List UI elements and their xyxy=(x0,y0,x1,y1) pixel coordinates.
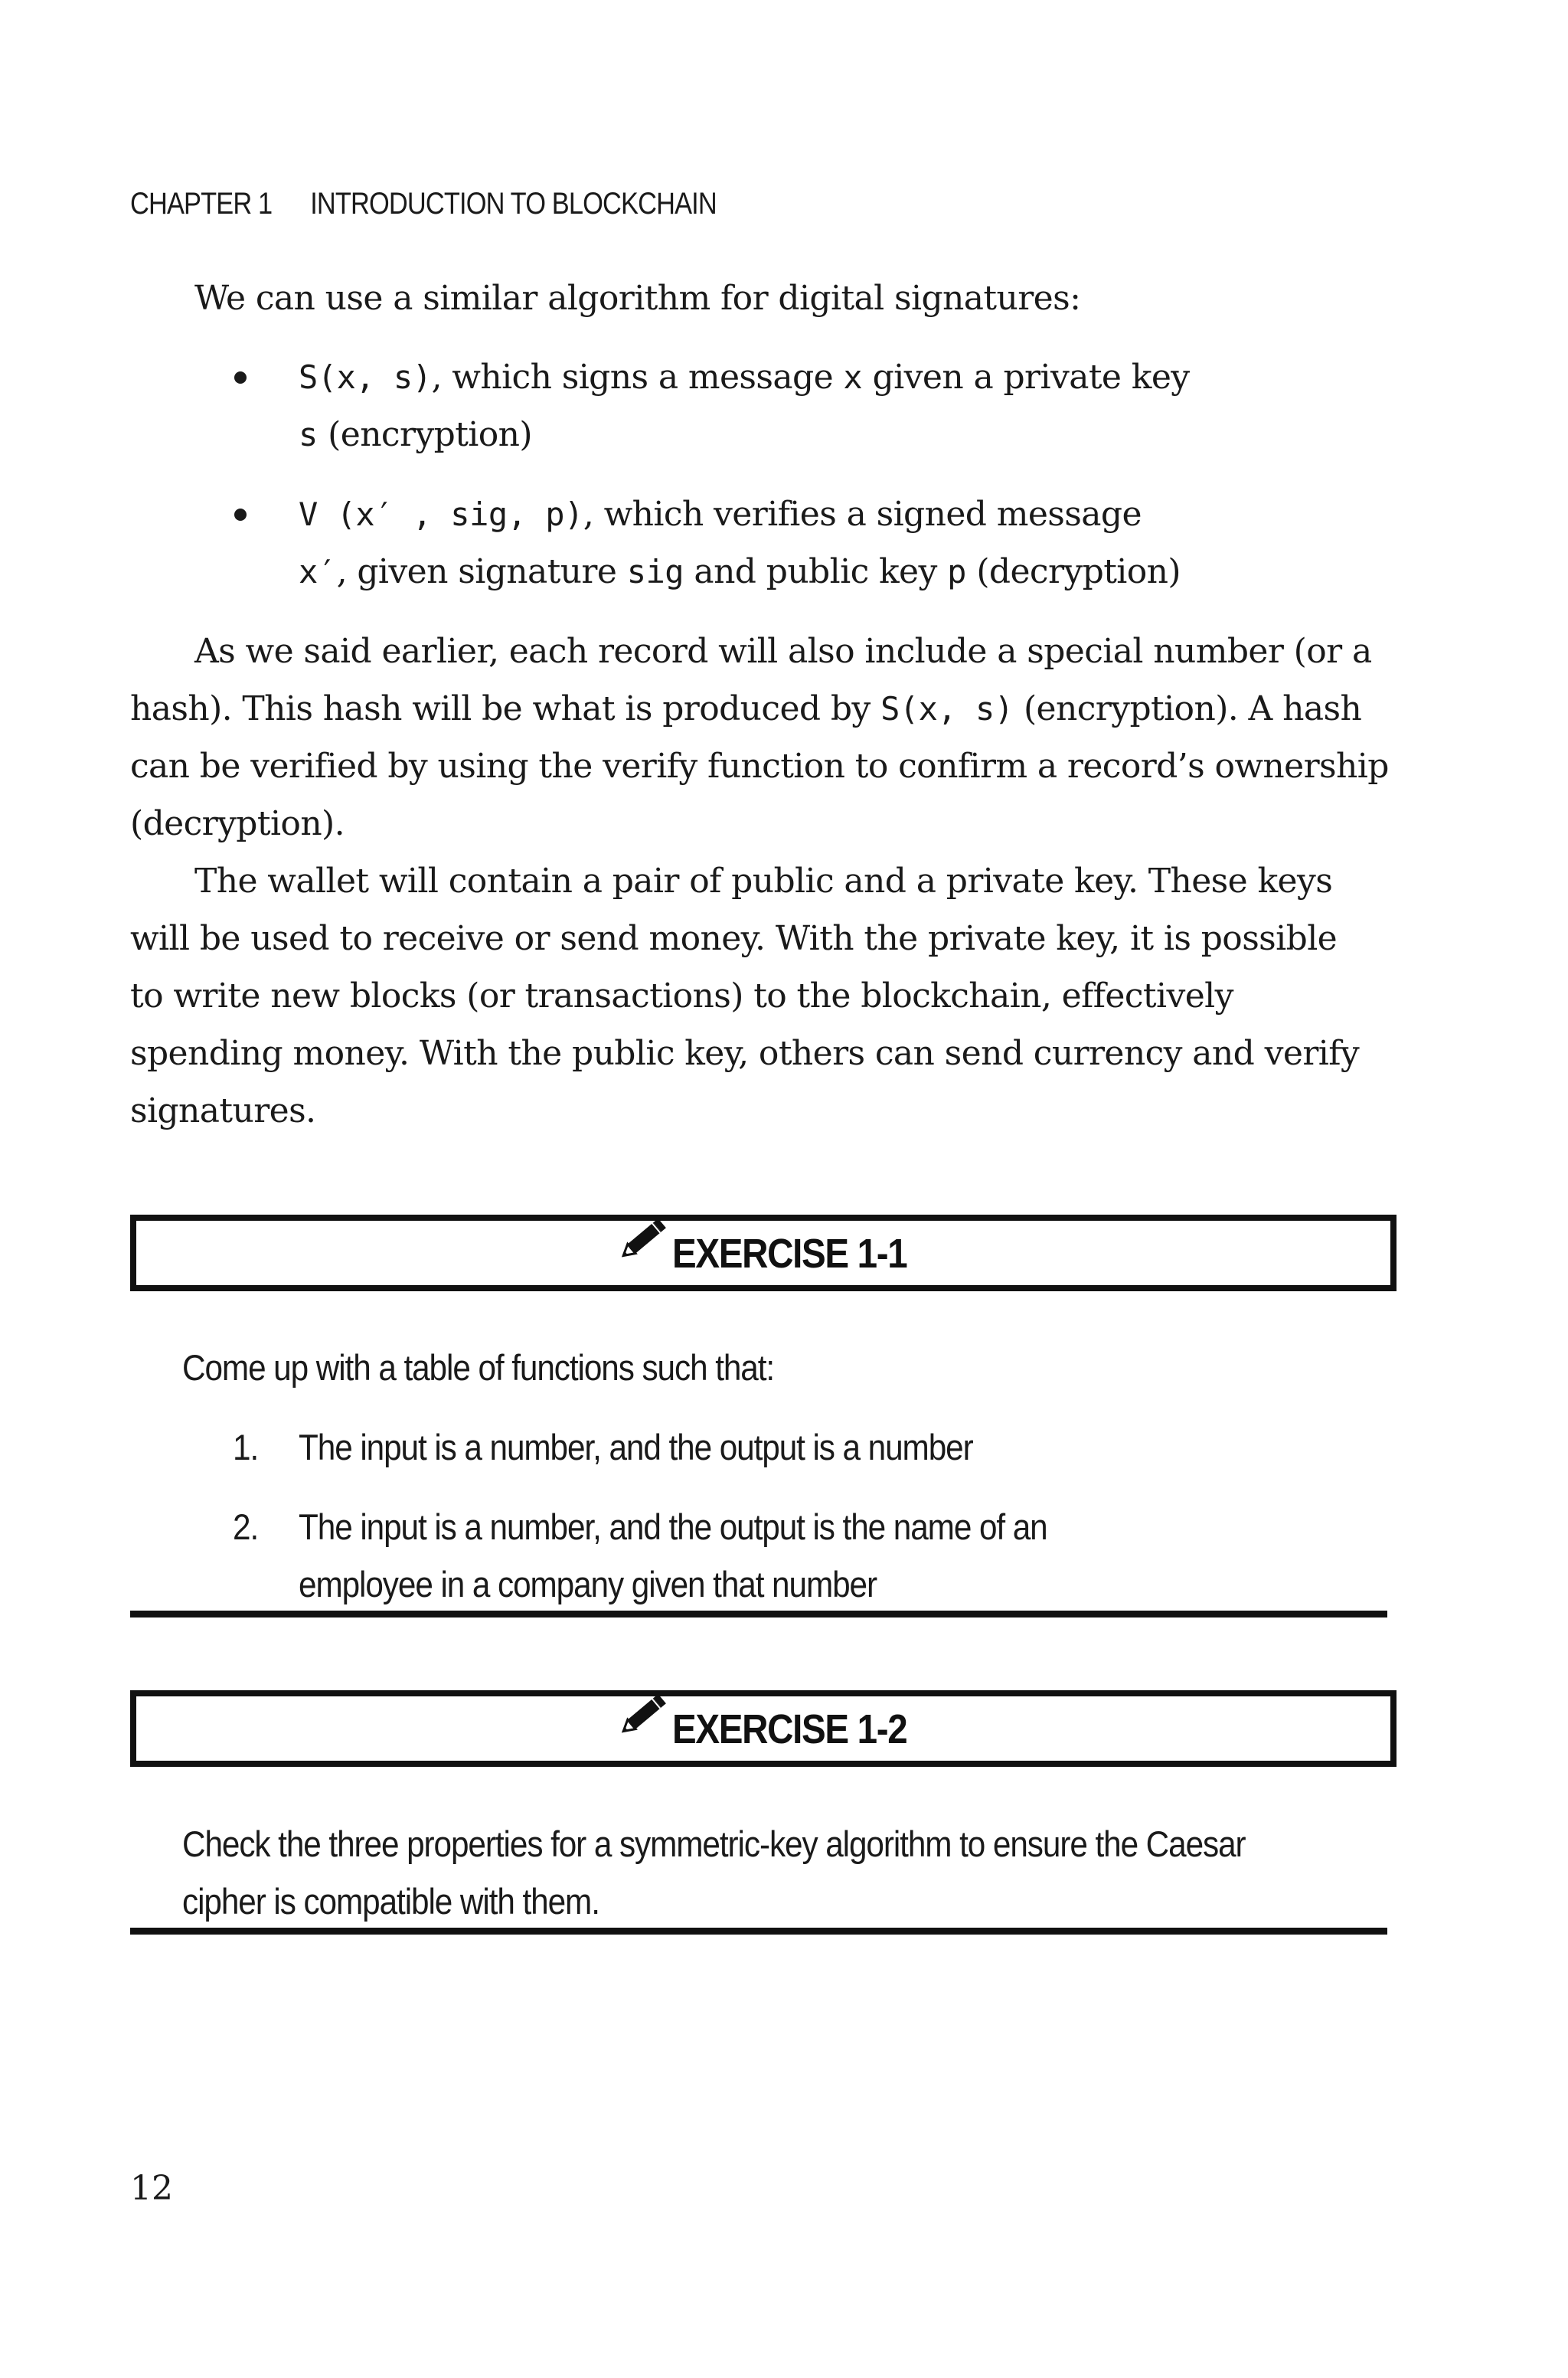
exercise-1-1-item-2-text: The input is a number, and the output is the name of an xyxy=(299,1506,1047,1547)
para-2-line-4: spending money. With the public key, others can send currency and verify xyxy=(130,1034,1360,1073)
chapter-title: INTRODUCTION TO BLOCKCHAIN xyxy=(310,187,717,221)
para-1-line-2: hash). This hash will be what is produced by S(x, s) (encryption). A hash xyxy=(130,689,1362,728)
pencil-icon xyxy=(617,1212,671,1265)
bullet-2-line-1: V (x′ , sig, p), which verifies a signed message xyxy=(299,495,1142,534)
exercise-1-2-header-box xyxy=(130,1690,1396,1767)
exercise-1-1-item-1-text: The input is a number, and the output is a number xyxy=(299,1427,973,1467)
bullet-dot xyxy=(234,509,247,521)
para-1-line-4: (decryption). xyxy=(130,804,345,843)
exercise-1-1-item-2-text-cont: employee in a company given that number xyxy=(299,1564,877,1604)
para-1-line-3: can be verified by using the verify function to confirm a record’s ownership xyxy=(130,747,1389,786)
bullet-dot xyxy=(234,371,247,384)
para-2-line-5: signatures. xyxy=(130,1091,316,1130)
running-header xyxy=(130,187,717,221)
page-number: 12 xyxy=(130,2169,173,2208)
chapter-label: CHAPTER 1 xyxy=(130,187,273,221)
para-2-line-3: to write new blocks (or transactions) to the blockchain, effectively xyxy=(130,976,1233,1016)
exercise-1-2-bottom-rule xyxy=(130,1928,1387,1935)
exercise-1-2-title: EXERCISE 1-2 xyxy=(672,1706,907,1752)
exercise-1-1-prompt: Come up with a table of functions such that: xyxy=(182,1347,775,1388)
exercise-1-1-bottom-rule xyxy=(130,1611,1387,1617)
para-2-line-1: The wallet will contain a pair of public and a private key. These keys xyxy=(194,862,1333,901)
exercise-1-1-item-2-num: 2. xyxy=(233,1506,259,1547)
pencil-icon xyxy=(617,1687,671,1741)
bullet-2-line-2: x′, given signature sig and public key p (decryption) xyxy=(299,552,1181,591)
exercise-1-2-line-2: cipher is compatible with them. xyxy=(182,1881,599,1922)
intro-text: We can use a similar algorithm for digital signatures: xyxy=(194,279,1081,318)
para-1-line-1: As we said earlier, each record will also include a special number (or a xyxy=(194,632,1372,671)
exercise-1-2-line-1: Check the three properties for a symmetric-key algorithm to ensure the Caesar xyxy=(182,1824,1246,1864)
para-2-line-2: will be used to receive or send money. With the private key, it is possible xyxy=(130,919,1338,958)
exercise-1-1-item-1-num: 1. xyxy=(233,1427,259,1467)
bullet-1-line-1: S(x, s), which signs a message x given a private key xyxy=(299,358,1190,397)
bullet-1-line-2: s (encryption) xyxy=(299,415,532,454)
exercise-1-1-header-box xyxy=(130,1215,1396,1291)
exercise-1-1-title: EXERCISE 1-1 xyxy=(672,1231,907,1277)
